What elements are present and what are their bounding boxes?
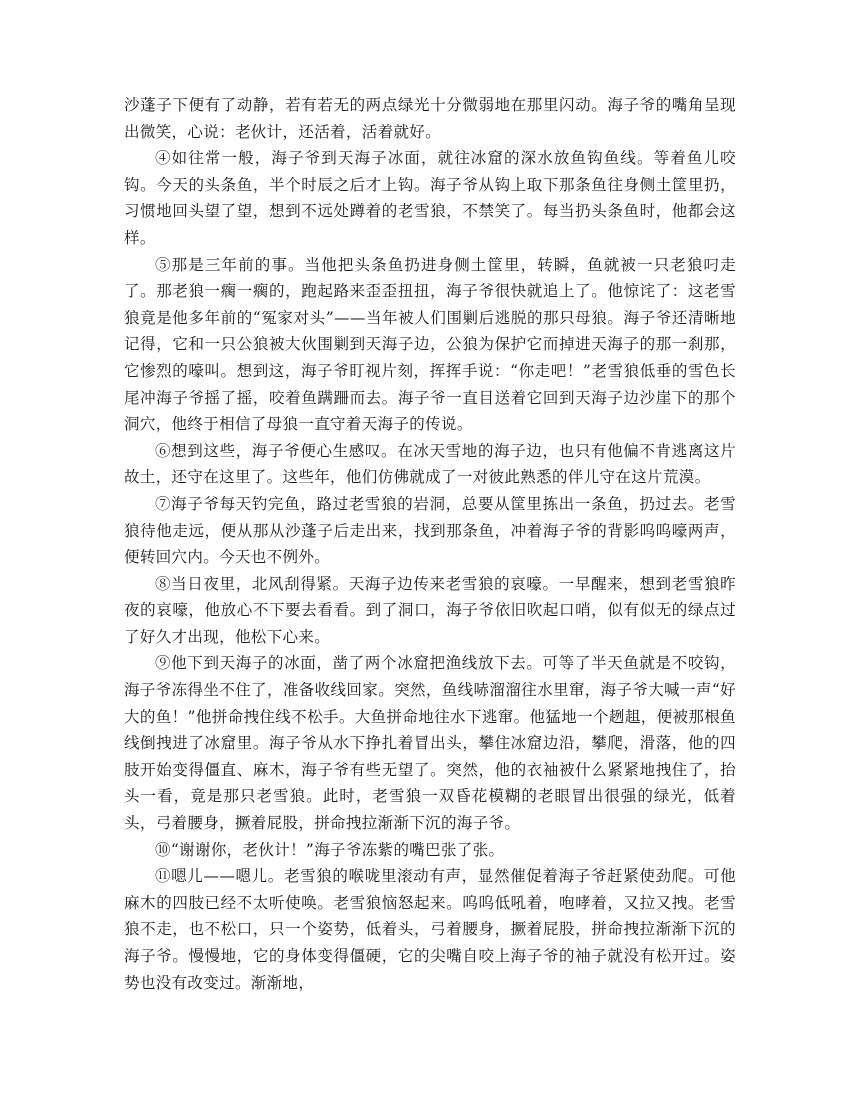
paragraph-5: ⑤那是三年前的事。当他把头条鱼扔进身侧土筐里，转瞬，鱼就被一只老狼叼走了。那老狼一瘸一瘸的，跑起路来歪歪扭扭，海子爷很快就追上了。他惊诧了：这老雪狼竟是他多年前的“冤家对头”——当年被人们围剿后逃脱的那只母狼。海子爷还清晰地记得，它和一只公狼被大伙围剿到天海子边，公狼为保护它而掉进天海子的那一刹那，它惨烈的嚎叫。想到这，海子爷盯视片刻，挥挥手说：“你走吧！”老雪狼低垂的雪色长尾冲海子爷摇了摇，咬着鱼蹒跚而去。海子爷一直目送着它回到天海子边沙崖下的那个洞穴，他终于相信了母狼一直守着天海子的传说。 (124, 255, 736, 434)
paragraph-continuation: 沙蓬子下便有了动静，若有若无的两点绿光十分微弱地在那里闪动。海子爷的嘴角呈现出微笑，心说：老伙计，还活着，活着就好。 (124, 96, 736, 141)
paragraph-4: ④如往常一般，海子爷到天海子冰面，就往冰窟的深水放鱼钩鱼线。等着鱼儿咬钩。今天的头条鱼，半个时辰之后才上钩。海子爷从钩上取下那条鱼往身侧土筐里扔，习惯地回头望了望，想到不远处蹲着的老雪狼，不禁笑了。每当扔头条鱼时，他都会这样。 (124, 149, 736, 247)
paragraph-9: ⑨他下到天海子的冰面，凿了两个冰窟把渔线放下去。可等了半天鱼就是不咬钩，海子爷冻得坐不住了，准备收线回家。突然，鱼线哧溜溜往水里窜，海子爷大喊一声“好大的鱼！”他拼命拽住线不松手。大鱼拼命地往水下逃窜。他猛地一个趔趄，便被那根鱼线倒拽进了冰窟里。海子爷从水下挣扎着冒出头，攀住冰窟边沿，攀爬，滑落，他的四肢开始变得僵直、麻木，海子爷有些无望了。突然，他的衣袖被什么紧紧地拽住了，抬头一看，竟是那只老雪狼。此时，老雪狼一双昏花模糊的老眼冒出很强的绿光，低着头，弓着腰身，撅着屁股，拼命拽拉渐渐下沉的海子爷。 (124, 654, 736, 833)
document-page (124, 92, 736, 996)
paragraph-7: ⑦海子爷每天钓完鱼，路过老雪狼的岩洞，总要从筐里拣出一条鱼，扔过去。老雪狼待他走远，便从那从沙蓬子后走出来，找到那条鱼，冲着海子爷的背影呜呜嚎两声，便转回穴内。今天也不例外。 (124, 494, 736, 567)
paragraph-10: ⑩“谢谢你，老伙计！”海子爷冻紫的嘴巴张了张。 (155, 840, 505, 859)
paragraph-11: ⑪嗯儿——嗯儿。老雪狼的喉咙里滚动有声，显然催促着海子爷赶紧使劲爬。可他麻木的四肢已经不太听使唤。老雪狼恼怒起来。呜呜低吼着，咆哮着，又拉又拽。老雪狼不走，也不松口，只一个姿势，低着头，弓着腰身，撅着屁股，拼命拽拉渐渐下沉的海子爷。慢慢地，它的身体变得僵硬，它的尖嘴自咬上海子爷的袖子就没有松开过。姿势也没有改变过。渐渐地， (124, 867, 736, 992)
paragraph-8: ⑧当日夜里，北风刮得紧。天海子边传来老雪狼的哀嚎。一早醒来，想到老雪狼昨夜的哀嚎，他放心不下要去看看。到了洞口，海子爷依旧吹起口哨，似有似无的绿点过了好久才出现，他松下心来。 (124, 574, 736, 646)
paragraph-6: ⑥想到这些，海子爷便心生感叹。在冰天雪地的海子边，也只有他偏不肯逃离这片故土，还守在这里了。这些年，他们仿佛就成了一对彼此熟悉的伴儿守在这片荒漠。 (124, 441, 736, 487)
